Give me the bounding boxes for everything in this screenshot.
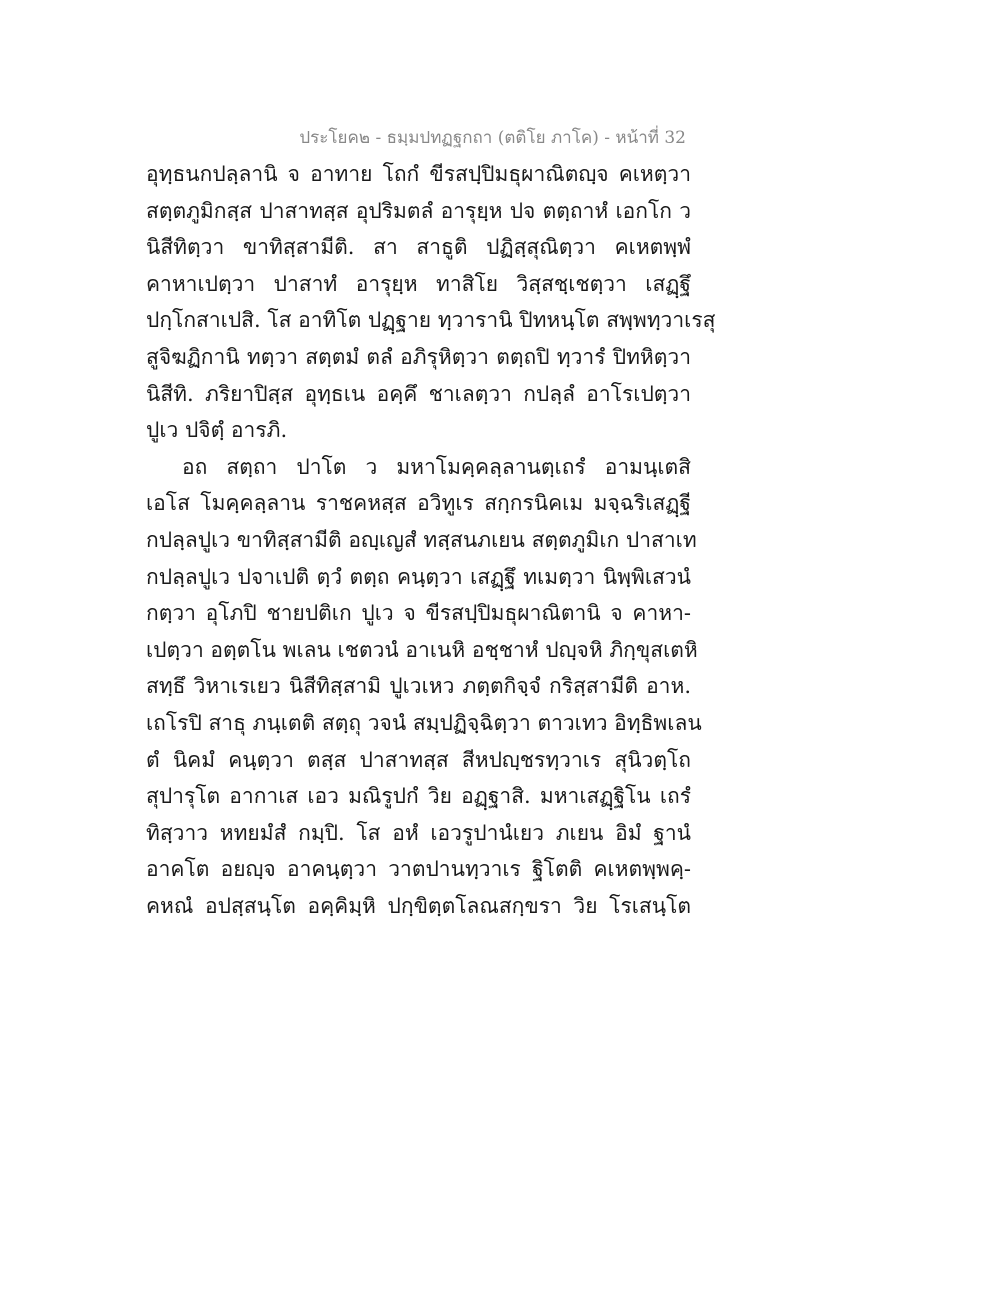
text-line: อุทฺธนกปลฺลานิ จ อาทาย โถกํ ขีรสปฺปิมธุผาณิตญฺจ คเหตฺวา	[146, 162, 691, 186]
text-line: เปตฺวา อตฺตโน พเลน เชตวนํ อาเนหิ อชฺชาหํ ปญฺจหิ ภิกฺขุสเตหิ	[146, 637, 698, 662]
text-line: กตฺวา อุโภปิ ชายปติเก ปูเว จ ขีรสปฺปิมธุผาณิตานิ จ คาหา-	[146, 601, 691, 626]
text-line: เถโรปิ สาธุ ภนฺเตติ สตฺถุ วจนํ สมฺปฏิจฺฉิตฺวา ตาวเทว อิทฺธิพเลน	[146, 710, 702, 735]
paragraph-2	[146, 449, 702, 925]
text-line: ตํ นิคมํ คนฺตฺวา ตสฺส ปาสาทสฺส สีหปญฺชรทฺวาเร สุนิวตฺโถ	[146, 747, 691, 772]
text-line: สูจิฆฏิกานิ ทตฺวา สตฺตมํ ตลํ อภิรุหิตฺวา ตตฺถปิ ทฺวารํ ปิทหิตฺวา	[146, 344, 691, 369]
text-line: ปกฺโกสาเปสิ. โส อาทิโต ปฏฺฐาย ทฺวารานิ ปิทหนฺโต สพฺพทฺวาเรสุ	[146, 308, 716, 333]
text-line: กปลฺลปูเว ขาทิสฺสามีติ อญฺเญสํ ทสฺสนภเยน สตฺตภูมิเก ปาสาเท	[146, 527, 697, 552]
text-line: อถ สตฺถา ปาโต ว มหาโมคฺคลฺลานตฺเถรํ อามนฺเตสิ	[182, 454, 691, 479]
text-line: อาคโต อยญฺจ อาคนฺตฺวา วาตปานทฺวาเร ฐิโตติ คเหตพฺพคฺ-	[146, 857, 691, 882]
text-line: ทิสฺวาว หทยมํสํ กมฺปิ. โส อหํ เอวรูปานํเยว ภเยน อิมํ ฐานํ	[146, 820, 691, 845]
body-text	[146, 156, 716, 924]
paragraph-1	[146, 156, 716, 449]
text-line: เอโส โมคฺคลฺลาน ราชคหสฺส อวิทูเร สกฺกรนิคเม มจฺฉริเสฏฺฐี	[146, 491, 691, 516]
running-header: ประโยค๒ - ธมฺมปทฏฐกถา (ตติโย ภาโค) - หน้าที่ 32	[299, 128, 686, 148]
text-line: กปลฺลปูเว ปจาเปติ ตฺวํ ตตฺถ คนฺตฺวา เสฏฺฐึ ทเมตฺวา นิพฺพิเสวนํ	[146, 564, 691, 589]
text-line: คหณํ อปสฺสนฺโต อคฺคิมฺหิ ปกฺขิตฺตโลณสกฺขรา วิย โรเสนฺโต	[146, 893, 691, 918]
text-line: สทฺธึ วิหาเรเยว นิสีทิสฺสามิ ปูเวเหว ภตฺตกิจฺจํ กริสฺสามีติ อาห.	[146, 674, 691, 699]
text-line: สุปารุโต อากาเส เอว มณิรูปกํ วิย อฏฺฐาสิ. มหาเสฏฺฐิโน เถรํ	[146, 784, 691, 809]
text-line: คาหาเปตฺวา ปาสาทํ อารุยฺห ทาสิโย วิสฺสชฺเชตฺวา เสฏฺฐึ	[146, 271, 691, 296]
text-line: ปูเว ปจิตฺํ อารภิ.	[146, 418, 288, 443]
text-line: นิสีทิตฺวา ขาทิสฺสามีติ. สา สาธูติ ปฏิสฺสุณิตฺวา คเหตพฺพํ	[146, 235, 691, 260]
text-line: นิสีทิ. ภริยาปิสฺส อุทฺธเน อคฺคึ ชาเลตฺวา กปลฺลํ อาโรเปตฺวา	[146, 381, 691, 406]
text-line: สตฺตภูมิกสฺส ปาสาทสฺส อุปริมตลํ อารุยฺห ปจ ตตฺถาหํ เอกโก ว	[146, 198, 691, 223]
